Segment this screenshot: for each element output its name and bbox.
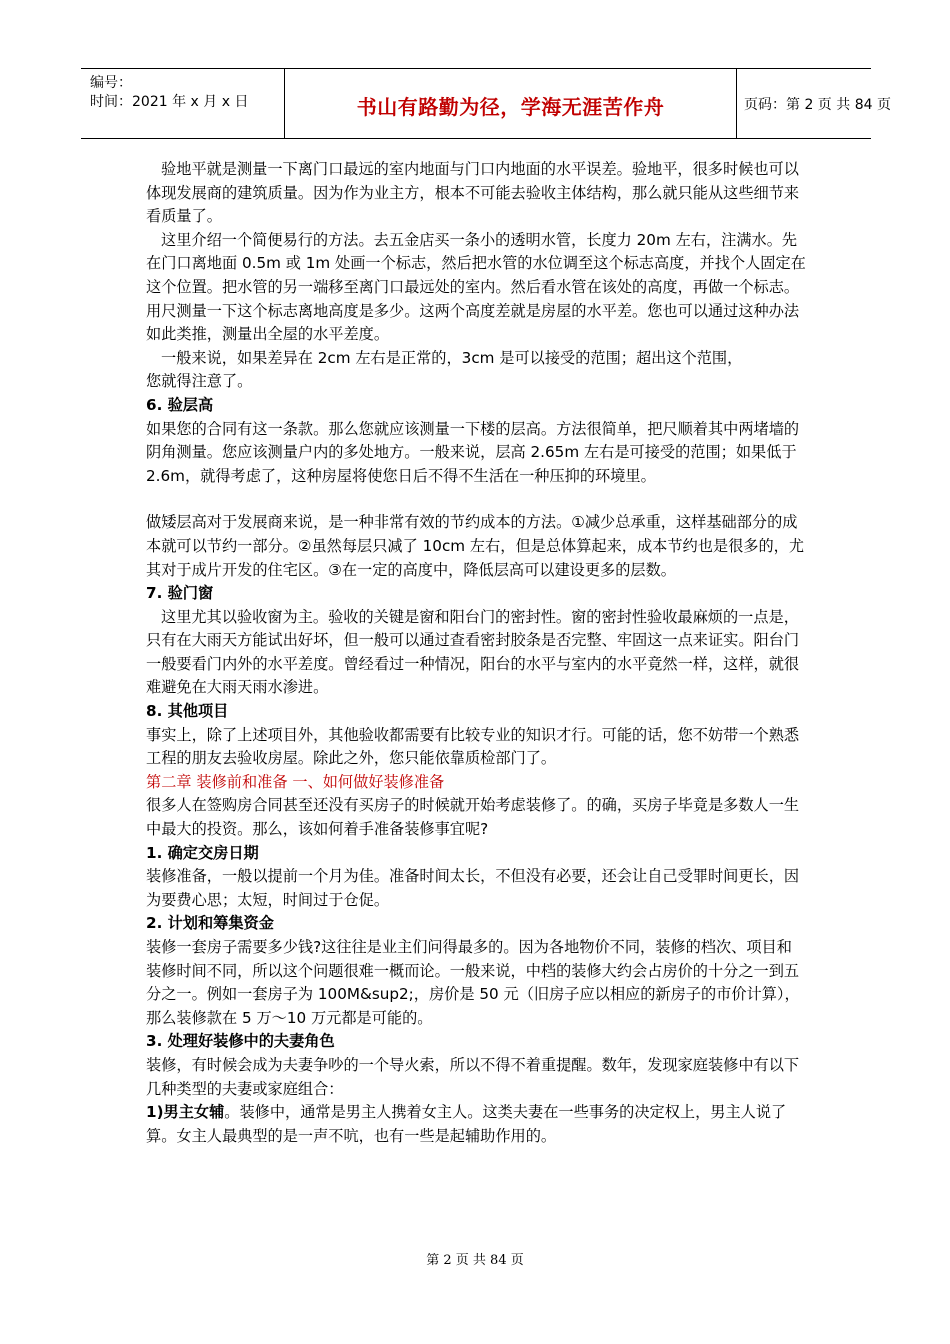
header-right-cell [736, 69, 891, 138]
section-heading: 3. 处理好装修中的夫妻角色 [146, 1032, 335, 1051]
paragraph: 做矮层高对于发展商来说，是一种非常有效的节约成本的方法。①减少总承重，这样基础部分的成本就可以节约一部分。②虽然每层只减了 10cm 左右，但是总体算起来，成本节约也是很多的，尤其对于成片开发的住宅区。③在一定的高度中，降低层高可以建设更多的层数。 [146, 513, 805, 579]
section-heading: 1. 确定交房日期 [146, 843, 259, 862]
paragraph: 事实上，除了上述项目外，其他验收都需要有比较专业的知识才行。可能的话，您不妨带一个熟悉工程的朋友去验收房屋。除此之外，您只能依靠质检部门了。 [146, 725, 800, 768]
header-table [81, 68, 891, 139]
motto: 书山有路勤为径，学海无涯苦作舟 [356, 95, 665, 119]
paragraph: 这里尤其以验收窗为主。验收的关键是窗和阳台门的密封性。窗的密封性验收最麻烦的一点是，只有在大雨天方能试出好坏，但一般可以通过查看密封胶条是否完整、牢固这一点来证实。阳台门一般要看门内外的水平差度。曾经看过一种情况，阳台的水平与室内的水平竟然一样，这样，就很难避免在大雨天雨水渗进。 [146, 607, 800, 697]
paragraph [146, 1101, 806, 1148]
section-heading: 7. 验门窗 [146, 584, 214, 603]
paragraph: 很多人在签购房合同甚至还没有买房子的时候就开始考虑装修了。的确，买房子毕竟是多数人一生中最大的投资。那么，该如何着手准备装修事宜呢? [146, 796, 800, 839]
paragraph: 装修准备，一般以提前一个月为佳。准备时间太长，不但没有必要，还会让自己受罪时间更长，因为要费心思；太短，时间过于仓促。 [146, 867, 800, 909]
inline-bold-term: 1)男主女辅 [146, 1103, 225, 1122]
document-body [146, 158, 806, 1148]
page-footer: 第 2 页 共 84 页 [426, 1253, 524, 1268]
header-center-cell [284, 69, 737, 138]
paragraph: 如果您的合同有这一条款。那么您就应该测量一下楼的层高。方法很简单，把尺顺着其中两堵墙的阴角测量。您应该测量户内的多处地方。一般来说，层高 2.65m 左右是可接受的范围；如果低于 2.6m，就得考虑了，这种房屋将使您日后不得不生活在一种压抑的环境里。 [146, 419, 800, 485]
section-heading: 8. 其他项目 [146, 702, 229, 721]
paragraph: 一般来说，如果差异在 2cm 左右是正常的，3cm 是可以接受的范围；超出这个范围， [161, 348, 743, 367]
paragraph: 您就得注意了。 [146, 372, 253, 391]
paragraph: 这里介绍一个简便易行的方法。去五金店买一条小的透明水管，长度力 20m 左右，注满水。先在门口离地面 0.5m 或 1m 处画一个标志，然后把水管的水位调至这个标志高度，并找个人固定在这个位置。把水管的另一端移至离门口最远处的室内。然后看水管在该处的高度，再做一个标志。用尺测量一下这个标志离地高度是多少。这两个高度差就是房屋的水平差。您也可以通过这种办法如此类推，测量出全屋的水平差度。 [146, 230, 806, 344]
chapter-heading: 第二章 装修前和准备 一、如何做好装修准备 [146, 772, 445, 791]
page-label: 页码：第 2 页 共 84 页 [744, 97, 891, 113]
section-heading: 6. 验层高 [146, 395, 214, 414]
date-label: 时间：2021 年 x 月 x 日 [90, 94, 249, 110]
paragraph-text: 。装修中，通常是男主人携着女主人。这类夫妻在一些事务的决定权上，男主人说了算。女主人最典型的是一声不吭，也有一些是起辅助作用的。 [146, 1103, 787, 1145]
paragraph: 装修一套房子需要多少钱?这往往是业主们问得最多的。因为各地物价不同，装修的档次、项目和装修时间不同，所以这个问题很难一概而论。一般来说，中档的装修大约会占房价的十分之一到五分之一。例如一套房子为 100M&sup2;，房价是 50 元（旧房子应以相应的新房子的市价计算），那么装修款在 5 万～10 万元都是可能的。 [146, 938, 800, 1027]
paragraph: 装修，有时候会成为夫妻争吵的一个导火索，所以不得不着重提醒。数年，发现家庭装修中有以下几种类型的夫妻或家庭组合： [146, 1055, 800, 1098]
spacer [146, 488, 806, 511]
paragraph: 验地平就是测量一下离门口最远的室内地面与门口内地面的水平误差。验地平，很多时候也可以体现发展商的建筑质量。因为作为业主方，根本不可能去验收主体结构，那么就只能从这些细节来看质量了。 [146, 160, 800, 226]
number-label: 编号： [90, 75, 132, 91]
header-left-cell [81, 69, 284, 138]
section-heading: 2. 计划和筹集资金 [146, 914, 274, 933]
